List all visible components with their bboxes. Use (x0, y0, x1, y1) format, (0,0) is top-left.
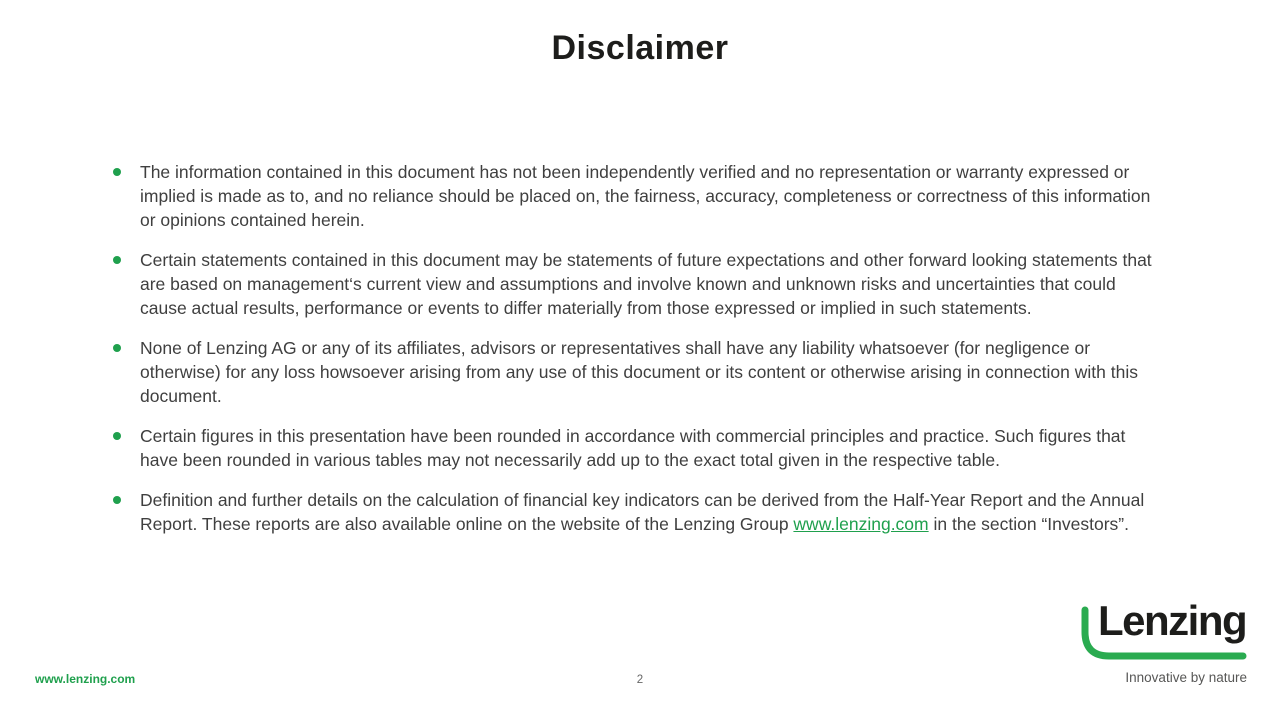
footer-website-link[interactable]: www.lenzing.com (35, 672, 136, 686)
page-title: Disclaimer (551, 29, 729, 67)
bullet-item (113, 336, 1158, 408)
bullet-item (113, 160, 1158, 232)
disclaimer-bullet-list (113, 160, 1158, 552)
lenzing-logo (1078, 597, 1250, 701)
bullet-icon (113, 496, 121, 504)
lenzing-website-link[interactable]: www.lenzing.com (793, 514, 929, 534)
bullet-icon (113, 432, 121, 440)
bullet-text-before-link: Definition and further details on the calculation of financial key indicators can be derived from the Half-Year Report and the Annual Report. These reports are also available online on the website of the Lenzing Group (140, 490, 1145, 534)
logo-tagline: Innovative by nature (1125, 670, 1247, 685)
bullet-text-after-link: in the section “Investors”. (928, 514, 1129, 534)
bullet-text: Certain figures in this presentation have been rounded in accordance with commercial principles and practice. Such figures that have been rounded in various tables may not necessarily add up to the exact total given in the respective table. (140, 426, 1126, 470)
bullet-item (113, 424, 1158, 472)
page-number: 2 (636, 674, 644, 686)
bullet-item (113, 488, 1158, 536)
bullet-item (113, 248, 1158, 320)
bullet-icon (113, 256, 121, 264)
bullet-text (140, 488, 1158, 536)
logo-text: Lenzing (1098, 597, 1247, 644)
bullet-icon (113, 344, 121, 352)
bullet-text: None of Lenzing AG or any of its affiliates, advisors or representatives shall have any liability whatsoever (for negligence or otherwise) for any loss howsoever arising from any use of this document or its content or otherwise arising in connection with this document. (140, 338, 1138, 406)
bullet-text: The information contained in this document has not been independently verified and no representation or warranty expressed or implied is made as to, and no reliance should be placed on, the fairness, accuracy, completeness or correctness of this information or opinions contained herein. (140, 162, 1151, 230)
bullet-text: Certain statements contained in this document may be statements of future expectations and other forward looking statements that are based on management‘s current view and assumptions and involve known and unknown risks and uncertainties that could cause actual results, performance or events to differ materially from those expressed or implied in such statements. (140, 250, 1152, 318)
bullet-icon (113, 168, 121, 176)
